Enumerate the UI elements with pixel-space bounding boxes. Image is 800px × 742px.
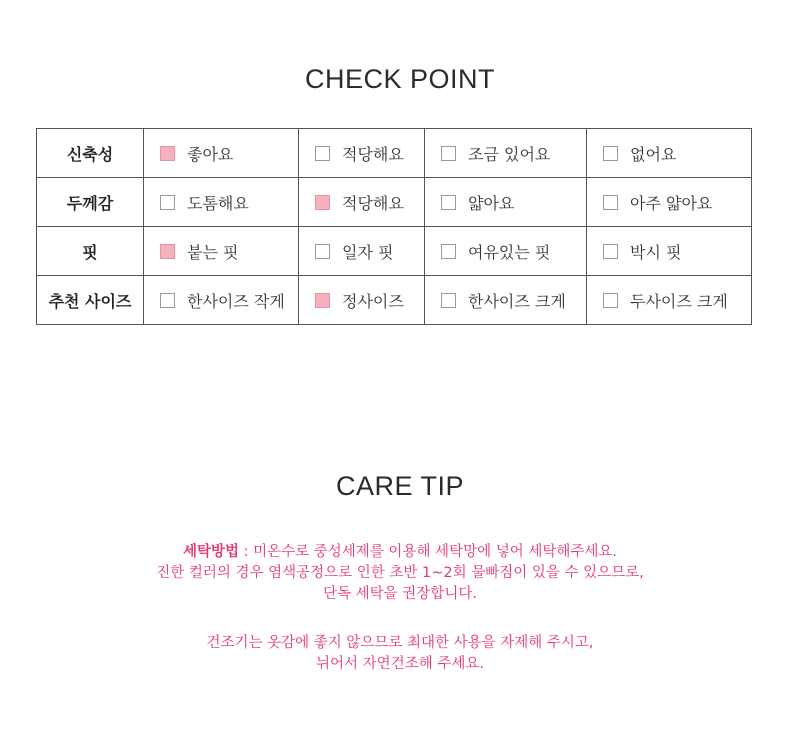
check-row	[37, 129, 752, 178]
check-row	[37, 227, 752, 276]
option-label: 여유있는 핏	[468, 242, 551, 262]
option-label: 한사이즈 작게	[187, 291, 285, 311]
option-label: 박시 핏	[630, 242, 682, 262]
row-label: 추천 사이즈	[37, 276, 144, 325]
washing-line-3: 단독 세탁을 권장합니다.	[323, 586, 477, 602]
option-cell	[299, 129, 425, 178]
unchecked-box-icon	[603, 195, 618, 210]
check-row	[37, 178, 752, 227]
option-label: 좋아요	[187, 144, 234, 164]
checked-box-icon	[315, 195, 330, 210]
care-tip-title: CARE TIP	[335, 471, 465, 501]
option-cell	[425, 178, 587, 227]
drying-line-2: 뉘어서 자연건조해 주세요.	[316, 656, 484, 672]
option-cell	[144, 178, 299, 227]
option-cell	[299, 178, 425, 227]
option	[144, 240, 298, 263]
washing-line-1	[0, 542, 800, 563]
option	[299, 191, 424, 214]
row-label: 핏	[37, 227, 144, 276]
washing-method-label: 세탁방법	[183, 544, 240, 560]
option-cell	[144, 129, 299, 178]
row-label: 신축성	[37, 129, 144, 178]
option-cell	[299, 227, 425, 276]
option	[425, 191, 586, 214]
option	[587, 142, 751, 165]
washing-line-2: 진한 컬러의 경우 염색공정으로 인한 초반 1~2회 물빠짐이 있을 수 있으므로,	[156, 565, 644, 581]
option	[299, 289, 424, 312]
option-label: 일자 핏	[342, 242, 394, 262]
option-label: 두사이즈 크게	[630, 291, 728, 311]
checked-box-icon	[160, 244, 175, 259]
option	[144, 191, 298, 214]
option-label: 아주 얇아요	[630, 193, 713, 213]
option-cell	[587, 178, 752, 227]
option-cell	[425, 227, 587, 276]
washing-line-1-text: : 미온수로 중성세제를 이용해 세탁망에 넣어 세탁해주세요.	[239, 544, 617, 560]
option	[144, 289, 298, 312]
option-label: 정사이즈	[342, 291, 404, 311]
check-point-title: CHECK POINT	[304, 64, 496, 94]
option	[144, 142, 298, 165]
option-label: 적당해요	[342, 193, 404, 213]
drying-instructions	[0, 633, 800, 675]
unchecked-box-icon	[603, 146, 618, 161]
option	[299, 240, 424, 263]
option	[587, 289, 751, 312]
unchecked-box-icon	[160, 195, 175, 210]
unchecked-box-icon	[603, 293, 618, 308]
check-point-table	[36, 128, 752, 325]
option	[425, 289, 586, 312]
unchecked-box-icon	[441, 293, 456, 308]
option-cell	[144, 227, 299, 276]
option	[425, 240, 586, 263]
option-cell	[587, 276, 752, 325]
option-label: 없어요	[630, 144, 677, 164]
option-label: 얇아요	[468, 193, 515, 213]
unchecked-box-icon	[441, 244, 456, 259]
checked-box-icon	[315, 293, 330, 308]
option-label: 적당해요	[342, 144, 404, 164]
check-row	[37, 276, 752, 325]
option	[425, 142, 586, 165]
option	[587, 191, 751, 214]
washing-instructions	[0, 542, 800, 605]
option-cell	[587, 227, 752, 276]
checked-box-icon	[160, 146, 175, 161]
unchecked-box-icon	[441, 195, 456, 210]
option	[299, 142, 424, 165]
option	[587, 240, 751, 263]
option-label: 조금 있어요	[468, 144, 551, 164]
unchecked-box-icon	[441, 146, 456, 161]
option-label: 도톰해요	[187, 193, 249, 213]
option-cell	[144, 276, 299, 325]
option-cell	[425, 129, 587, 178]
option-cell	[425, 276, 587, 325]
option-label: 붙는 핏	[187, 242, 239, 262]
row-label: 두께감	[37, 178, 144, 227]
option-label: 한사이즈 크게	[468, 291, 566, 311]
unchecked-box-icon	[315, 244, 330, 259]
option-cell	[299, 276, 425, 325]
unchecked-box-icon	[160, 293, 175, 308]
unchecked-box-icon	[603, 244, 618, 259]
drying-line-1: 건조기는 옷감에 좋지 않으므로 최대한 사용을 자제해 주시고,	[206, 635, 594, 651]
option-cell	[587, 129, 752, 178]
unchecked-box-icon	[315, 146, 330, 161]
